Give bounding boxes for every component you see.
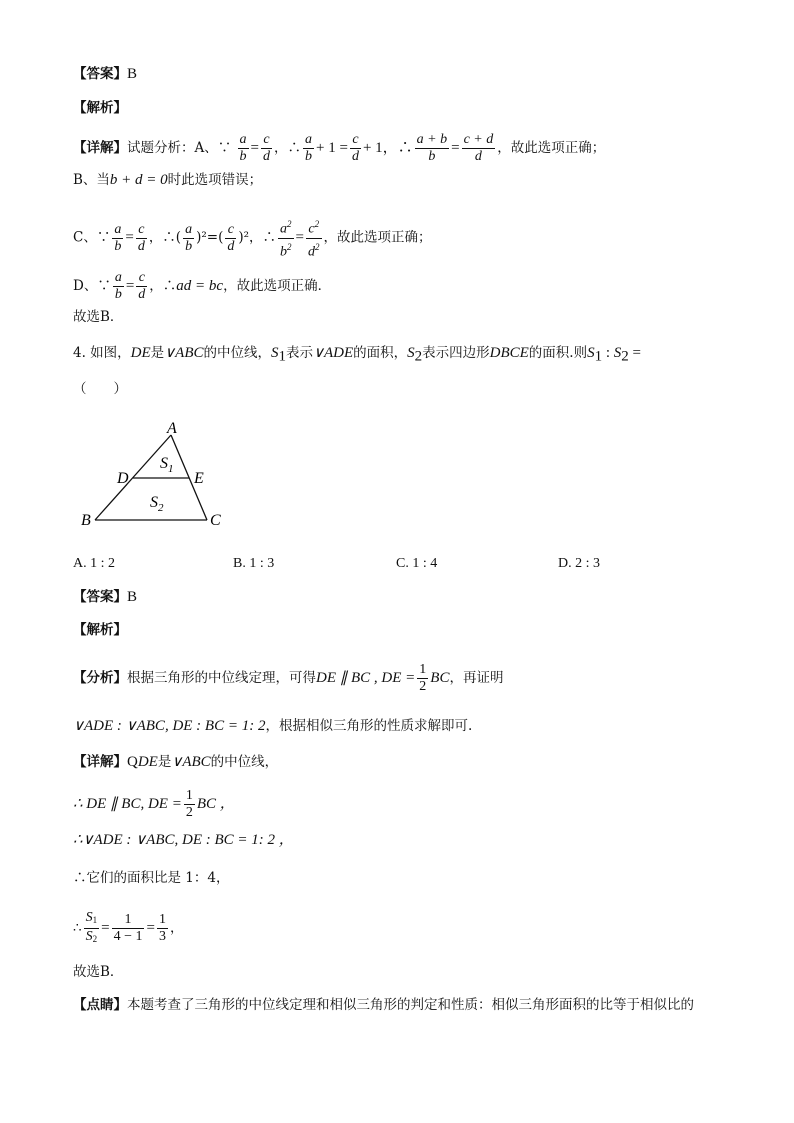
q4-step1 — [73, 788, 235, 821]
vertex-d: D — [117, 470, 129, 487]
frac-apb-b: $\frac{a + b}{b}$ — [416, 132, 448, 164]
vertex-e: E — [194, 470, 204, 487]
vertex-a: A — [167, 420, 177, 437]
frac-1-over-4m1: $\frac{1}{4 - 1}$ — [113, 912, 143, 944]
vertex-b: B — [81, 512, 91, 529]
option-a: A. 1 : 2 — [73, 556, 115, 571]
q4-analysis-line1 — [73, 662, 503, 695]
frac-c-d-2: $\frac{c}{d}$ — [351, 132, 359, 164]
q4-answer-value: B — [127, 589, 138, 605]
q4-detail-mid: 的中位线， — [210, 754, 279, 770]
eq-sign-3: = — [125, 229, 134, 246]
q4-stem-s1: S — [270, 345, 279, 361]
q3-choose-text: 故选B． — [73, 309, 124, 325]
frac-c-d-5: $\frac{c}{d}$ — [138, 270, 146, 302]
q3-d-mid: ，∴ — [149, 278, 177, 294]
q3-answer-tag: 【答案】 — [73, 66, 127, 82]
vertex-c: C — [210, 512, 221, 529]
q3-d-line — [73, 270, 331, 303]
q4-detail-tri: ∨ABC — [171, 754, 211, 770]
q4-comment-text: 本题考查了三角形的中位线定理和相似三角形的判定和性质：相似三角形面积的比等于相似比的 — [127, 997, 694, 1013]
frac-c-d-3: $\frac{c}{d}$ — [137, 221, 145, 254]
q4-step3-text: ∴它们的面积比是 1：4， — [73, 870, 230, 886]
frac-a-b: $\frac{a}{b}$ — [239, 132, 247, 164]
frac-a-b-3: $\frac{a}{b}$ — [114, 221, 122, 254]
plus-one: + 1 = — [316, 140, 348, 156]
frac-c2-d2: $\frac{c^2}{d^2}$ — [306, 216, 322, 260]
q4-paren-text: （ ） — [73, 381, 127, 397]
q3-c-mid: ，∴( — [148, 229, 182, 246]
q3-b-expr: b + d = 0 — [109, 172, 168, 188]
q4-step4-eq: = — [101, 920, 110, 936]
q4-step2 — [73, 830, 294, 850]
q3-c-label: C、∵ — [73, 229, 111, 246]
q3-b-line — [73, 170, 262, 190]
q4-step1-expr: ∴ DE ∥ BC, DE = — [73, 796, 182, 812]
q4-stem-ade: ∨ADE — [312, 345, 354, 361]
q3-answer-value: B — [127, 66, 138, 82]
q3-detail-tag: 【详解】 — [73, 140, 127, 156]
q4-detail-tag: 【详解】 — [73, 754, 127, 770]
frac-a-b-2: $\frac{a}{b}$ — [305, 132, 313, 164]
q4-analysis-label: 【解析】 — [73, 622, 127, 638]
frac-a-b-4: $\frac{a}{b}$ — [185, 221, 193, 254]
q3-b-conclusion: 时此选项错误； — [167, 172, 263, 188]
q3-d-conclusion: ，故此选项正确． — [223, 278, 332, 294]
frac-a2-b2: $\frac{a^2}{b^2}$ — [278, 216, 294, 260]
q4-answer-line — [73, 587, 137, 607]
q4-stem-is: 是 — [150, 345, 165, 361]
q4-detail-is: 是 — [157, 754, 172, 770]
frac-one-half-2: $\frac{1}{2}$ — [185, 788, 193, 820]
frac-a-b-5: $\frac{a}{b}$ — [114, 270, 122, 302]
q4-step2-expr: ∴∨ADE : ∨ABC, DE : BC = 1: 2 ， — [73, 832, 294, 848]
plus-one-end: + 1，∴ — [362, 140, 413, 156]
frac-c-d: $\frac{c}{d}$ — [263, 132, 271, 164]
q3-a-conclusion: ，故此选项正确； — [497, 140, 606, 156]
q4-step4-eq-2: = — [146, 920, 155, 936]
q4-stem-s1-sub: 1 — [278, 348, 286, 365]
q4-analysis-line2 — [73, 716, 472, 736]
frac-1-over-3: $\frac{1}{3}$ — [158, 912, 166, 944]
q4-answer-tag: 【答案】 — [73, 589, 127, 605]
q4-stem-s1-text: 表示 — [285, 345, 313, 361]
eq-sign-4: = — [295, 229, 305, 246]
q4-comment-tag: 【点睛】 — [73, 997, 127, 1013]
region-s1: $S_1$ — [160, 455, 174, 475]
q4-analysis-bc: BC — [430, 670, 450, 686]
q4-stem: 4. 如图，DE是∨ABC的中位线，$S_1$表示∨ADE的面积，$S_2$表示四边形DBCE的面积.则$S_1$ : $S_2$ = — [73, 345, 641, 365]
q3-d-expr: ad = bc — [176, 278, 224, 294]
q4-analysis-line2-text: ，根据相似三角形的性质求解即可. — [265, 718, 473, 734]
q4-stem-num: 4. 如图， — [73, 345, 131, 361]
frac-one-half: $\frac{1}{2}$ — [419, 662, 427, 694]
q3-c-sq-end: )²，∴ — [238, 229, 277, 246]
option-c: C. 1 : 4 — [396, 556, 438, 571]
region-s2: $S_2$ — [150, 494, 164, 514]
frac-cpd-d: $\frac{c + d}{d}$ — [463, 132, 494, 164]
q4-step3 — [73, 868, 229, 888]
q4-stem-area2: 的面积.则 — [528, 345, 588, 361]
q4-analysis-expr: DE ∥ BC , DE = — [316, 670, 416, 686]
q4-step4-end: ， — [169, 920, 184, 936]
eq-sign-2: = — [451, 140, 460, 156]
q3-detail-line-a — [73, 132, 605, 165]
q3-b-label: B、当 — [73, 172, 110, 188]
q4-analysis-head: 【分析】 — [73, 670, 127, 686]
q3-c-conclusion: ，故此选项正确； — [323, 229, 432, 246]
q4-detail-de: DE — [137, 754, 158, 770]
option-d: D. 2 : 3 — [558, 556, 600, 571]
eq-sign: = — [250, 140, 260, 156]
q4-choose — [73, 962, 123, 982]
q4-detail-line — [73, 752, 278, 772]
q4-stem-dbce: DBCE — [489, 345, 529, 361]
option-b: B. 1 : 3 — [233, 556, 275, 571]
q4-comment — [73, 995, 694, 1015]
q3-d-label: D、∵ — [73, 278, 111, 294]
triangle-figure — [75, 415, 235, 535]
q4-detail-q: Q — [127, 754, 138, 770]
q3-analysis-tag — [73, 98, 127, 118]
q3-c-sq: )²=( — [196, 229, 224, 246]
q4-paren — [73, 379, 127, 399]
q4-step1-end: BC ， — [196, 796, 235, 812]
eq-sign-5: = — [125, 278, 135, 294]
q4-choose-text: 故选B． — [73, 964, 124, 980]
frac-s1-s2: $\frac{S_1}{S_2}$ — [85, 910, 98, 944]
q4-stem-area: 的面积， — [353, 345, 408, 361]
q4-stem-de: DE — [130, 345, 151, 361]
q4-analysis-text: 根据三角形的中位线定理，可得 — [127, 670, 316, 686]
q4-stem-tri: ∨ABC — [164, 345, 204, 361]
q3-sep: ，∴ — [274, 140, 302, 156]
q4-analysis-line2-expr: ∨ADE : ∨ABC, DE : BC = 1: 2 — [73, 718, 266, 734]
q3-c-line — [73, 216, 432, 260]
frac-c-d-4: $\frac{c}{d}$ — [227, 221, 235, 254]
q4-analysis-tag — [73, 620, 127, 640]
q4-stem-mid: 的中位线， — [203, 345, 271, 361]
q3-choose — [73, 307, 123, 327]
q4-analysis-end: ，再证明 — [449, 670, 504, 686]
q4-step4-pre: ∴ — [73, 920, 82, 936]
q3-analysis-label: 【解析】 — [73, 100, 127, 116]
q4-step4 — [73, 910, 183, 947]
q3-detail-intro: 试题分析：A、∵ — [127, 140, 232, 156]
q4-stem-s2-text: 表示四边形 — [422, 345, 490, 361]
q3-answer-line — [73, 64, 137, 84]
